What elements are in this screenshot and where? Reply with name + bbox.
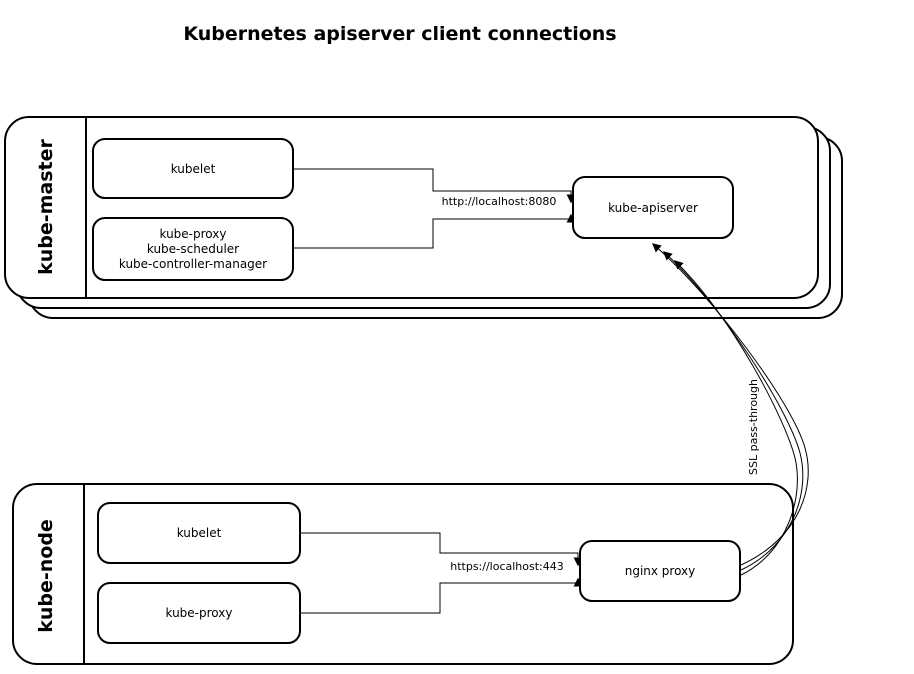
node-proxy-text: kube-proxy xyxy=(165,606,233,620)
kube-node-label: kube-node xyxy=(35,519,57,633)
master-proc-line-2: kube-scheduler xyxy=(146,242,240,256)
ssl-pass-through-label: SSL pass-through xyxy=(747,379,760,475)
node-kubelet-text: kubelet xyxy=(176,526,222,540)
diagram-title: Kubernetes apiserver client connections xyxy=(183,23,617,45)
master-proc-line-3: kube-controller-manager xyxy=(118,257,268,271)
node-connection-label: https://localhost:443 xyxy=(450,560,564,573)
nginx-proxy-text: nginx proxy xyxy=(624,564,696,578)
master-connection-label: http://localhost:8080 xyxy=(441,195,557,208)
master-kubelet-text: kubelet xyxy=(170,162,216,176)
master-proc-line-1: kube-proxy xyxy=(159,227,227,241)
kube-apiserver-text: kube-apiserver xyxy=(608,201,698,215)
kube-master-label: kube-master xyxy=(35,139,57,275)
